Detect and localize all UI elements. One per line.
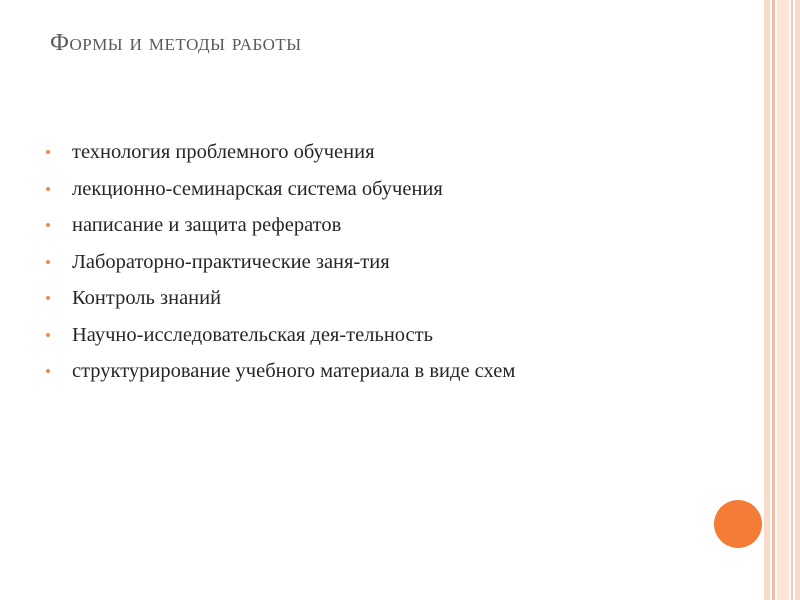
bullet-item <box>46 284 515 321</box>
bullet-list <box>46 138 515 394</box>
decorative-circle-icon <box>714 500 762 548</box>
bullet-dot-icon <box>46 150 50 154</box>
bullet-dot-icon <box>46 223 50 227</box>
bullet-text: Лабораторно-практические заня-тия <box>72 250 390 273</box>
bullet-dot-icon <box>46 296 50 300</box>
bullet-item <box>46 211 515 248</box>
decorative-stripe <box>772 0 775 600</box>
bullet-text: структурирование учебного материала в виде схем <box>72 360 516 382</box>
bullet-item <box>46 321 515 358</box>
bullet-text: написание и защита рефератов <box>72 214 342 236</box>
decorative-stripe <box>764 0 770 600</box>
bullet-text: технология проблемного обучения <box>72 141 375 163</box>
bullet-dot-icon <box>46 187 50 191</box>
decorative-stripe <box>791 0 793 600</box>
decorative-stripe <box>777 0 789 600</box>
bullet-item <box>46 138 515 175</box>
bullet-text: лекционно-семинарская система обучения <box>72 177 443 200</box>
bullet-dot-icon <box>46 333 50 337</box>
bullet-item <box>46 248 515 285</box>
decorative-stripe <box>795 0 800 600</box>
bullet-item <box>46 175 515 212</box>
bullet-text: Научно-исследовательская дея-тельность <box>72 323 433 346</box>
slide-title: Формы и методы работы <box>50 30 302 56</box>
bullet-dot-icon <box>46 369 50 373</box>
bullet-item <box>46 357 515 394</box>
bullet-text: Контроль знаний <box>72 287 222 309</box>
bullet-dot-icon <box>46 260 50 264</box>
